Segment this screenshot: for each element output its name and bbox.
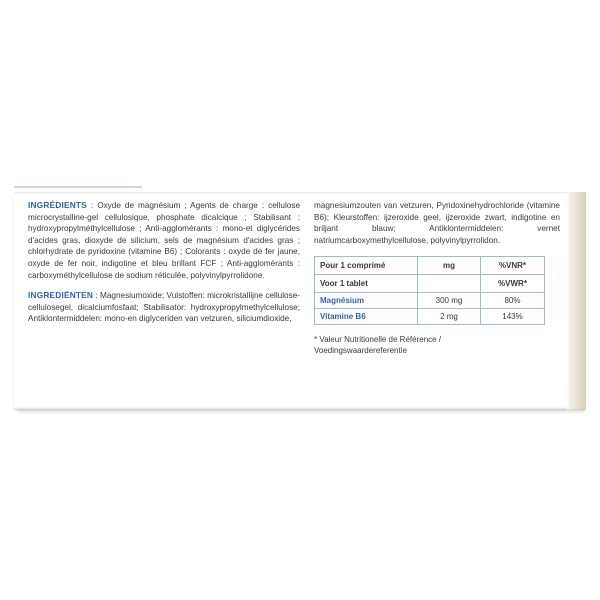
table-header-pct-fr: %VNR* [481,257,545,275]
footnote-line-fr: * Valeur Nutritionelle de Référence / [314,335,442,345]
table-header-label-nl: Voor 1 tablet [315,275,418,293]
table-header-amount: mg [418,257,481,275]
table-cell-pct: 143% [481,309,545,325]
box-fold-top [14,192,570,194]
nutrition-column [314,200,560,402]
table-row [315,309,545,325]
ingredients-nl-paragraph [28,290,300,325]
ingredients-nl-text: : Magnesiumoxide; Vulstoffen: microkristallijne cellulose-cellulosegel, dicalciumfosfaat; Stabilisator: hydroxypropylmethylcellulose; Antiklontermiddelen: mono-en diglyceriden van vetzuren, siliciumdioxide, [28,291,300,324]
table-cell-amount: 2 mg [418,309,481,325]
table-header-row-nl [315,275,545,293]
ingredients-column [28,200,300,402]
label-content [28,200,560,402]
box-drop-shadow [18,409,584,415]
ingredients-fr-text: : Oxyde de magnésium ; Agents de charge : cellulose microcrystalline-gel cellulosique, phosphate dicalcique ; Stabilisant : hydroxypropylméthylcellulose ; Anti-agglomérants : mono-et diglycérides d'acides gras, dioxyde de silicium, sels de magnésium d'acides gras ; chlorhydrate de pyridoxine (vitamine B6) ; Colorants : oxyde de fer jaune, oxyde de fer noir, indigotine et bleu brillant FCF ; Anti-agglomérants : carboxyméthylcellulose de sodium réticulée, polyvinylpyrrolidone. [28,201,300,280]
footnote-line-nl: Voedingswaardereferentie [314,346,407,356]
table-cell-nutrient: Vitamine B6 [315,309,418,325]
table-cell-pct: 80% [481,293,545,309]
footnote [314,334,560,356]
table-cell-nutrient: Magnésium [315,293,418,309]
box-side-panel [570,192,586,410]
table-header-label-fr: Pour 1 comprimé [315,257,418,275]
table-cell-amount: 300 mg [418,293,481,309]
nutrition-table [314,256,545,325]
table-row [315,293,545,309]
ingredients-fr-paragraph [28,200,300,281]
table-header-row-fr [315,257,545,275]
table-header-pct-nl: %VWR* [481,275,545,293]
ingredients-fr-heading: INGRÉDIENTS [28,200,87,210]
ingredients-nl-heading: INGREDIËNTEN [28,290,94,301]
table-header-amount-empty [418,275,481,293]
ingredients-nl-continued: magnesiumzouten van vetzuren, Pyridoxinehydrochloride (vitamine B6); Kleurstoffen: ijzeroxide geel, ijzeroxide zwart, indigotine en briljant blauw; Antiklontermiddelen: vernet natriumcarboxymethylcellulose, polyvinylpyrrolidon. [314,201,560,245]
package-box [14,192,586,410]
decorative-rule [14,186,142,188]
